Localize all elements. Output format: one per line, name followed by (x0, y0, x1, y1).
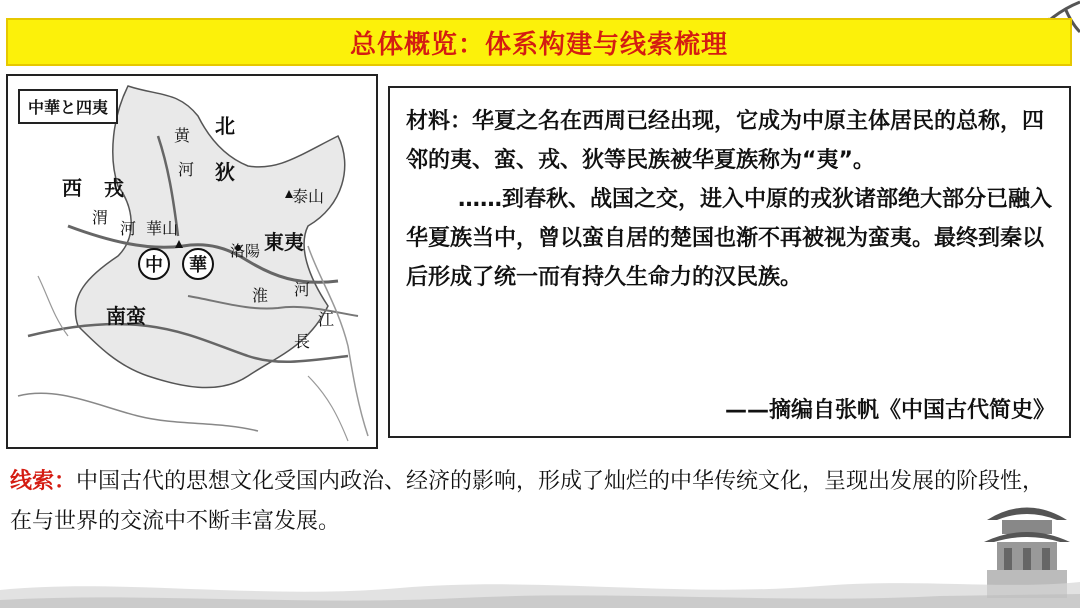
map-label-rong: 戎 (104, 176, 124, 200)
map-label-huai: 淮 (252, 286, 269, 305)
slide-title-bar (6, 18, 1072, 66)
map-label-dongyi: 東夷 (264, 230, 304, 254)
material-paragraph-2: ……到春秋、战国之交，进入中原的戎狄诸部绝大部分已融入华夏族当中，曾以蛮自居的楚国也渐不再被视为蛮夷。最终到秦以后形成了统一而有持久生命力的汉民族。 (406, 187, 1053, 290)
ancient-china-map (6, 74, 378, 449)
map-label-huashan: 華山 (146, 219, 179, 238)
map-label-xi: 西 (62, 176, 82, 200)
material-paragraph-1: 材料：华夏之名在西周已经出现，它成为中原主体居民的总称，四邻的夷、蛮、戎、狄等民族被华夏族称为“夷”。 (406, 109, 1045, 173)
material-source: ——摘编自张帆《中国古代简史》 (724, 398, 1055, 423)
material-text-box (388, 86, 1071, 438)
map-label-he3: 河 (294, 280, 311, 299)
slide-title: 总体概览：体系构建与线索梳理 (349, 29, 728, 60)
clue-section (10, 462, 1065, 542)
map-label-di: 狄 (215, 160, 235, 184)
ink-wash-decoration (0, 560, 1080, 608)
map-label-nanman: 南蛮 (106, 304, 146, 328)
map-label-taishan: 泰山 (292, 187, 325, 206)
map-label-luoyang: 洛陽 (230, 242, 261, 260)
map-circle-zhong: 中 (138, 248, 170, 280)
map-label-chang: 長 (294, 332, 311, 351)
clue-label: 线索： (10, 469, 77, 494)
map-label-wei: 渭 (92, 208, 109, 227)
clue-text: 中国古代的思想文化受国内政治、经济的影响，形成了灿烂的中华传统文化，呈现出发展的阶段性，在与世界的交流中不断丰富发展。 (10, 469, 1045, 534)
map-title: 中華と四夷 (18, 89, 118, 124)
map-label-he2: 河 (120, 219, 137, 238)
map-circle-hua: 華 (182, 248, 214, 280)
map-label-bei: 北 (215, 114, 235, 138)
map-label-huang: 黄 (174, 126, 191, 145)
map-label-he1: 河 (178, 160, 195, 179)
map-label-jiang: 江 (318, 310, 335, 329)
